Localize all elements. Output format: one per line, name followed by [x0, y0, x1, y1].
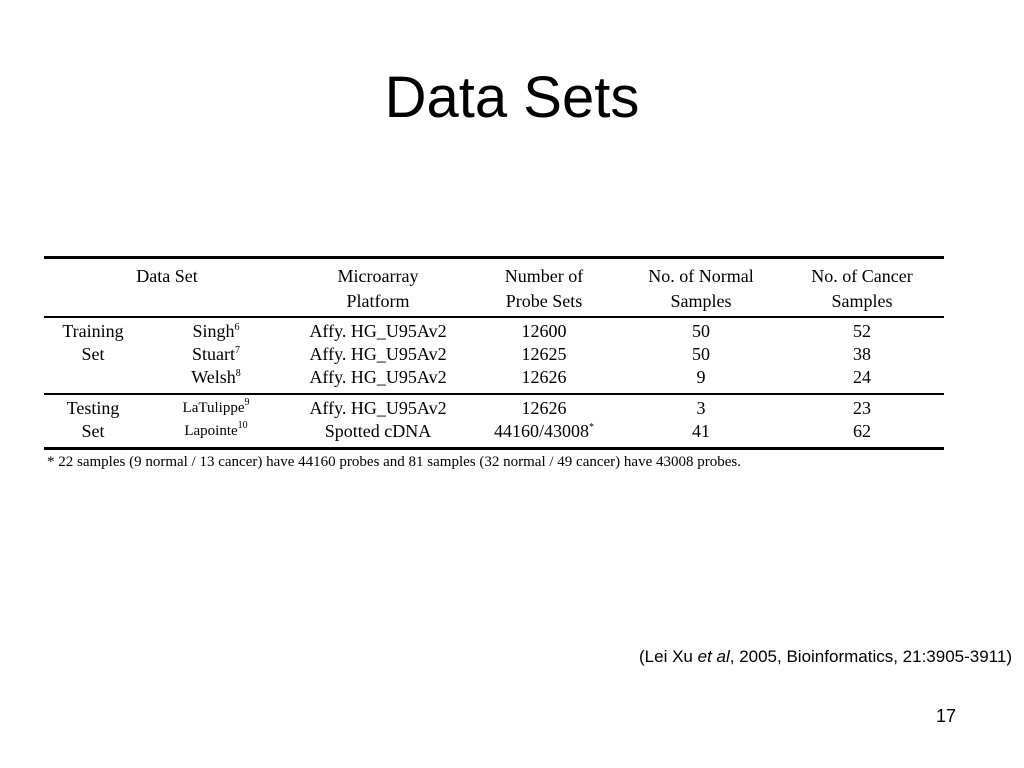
cancer-cell: 23 [853, 398, 872, 418]
cancer-cell: 38 [853, 344, 872, 364]
platform-cell: Affy. HG_U95Av2 [309, 367, 447, 387]
table-footnote: * 22 samples (9 normal / 13 cancer) have 44160 probes and 81 samples (32 normal / 49 cancer) have 43008 probes. [47, 454, 741, 470]
header-platform: Microarray Platform [337, 266, 419, 311]
page-number: 17 [936, 706, 957, 726]
probes-cell: 12625 [521, 344, 567, 364]
normal-cell: 41 [692, 421, 711, 441]
platform-cell: Affy. HG_U95Av2 [309, 344, 447, 364]
normal-cell: 50 [692, 344, 711, 364]
normal-cell: 50 [692, 321, 711, 341]
source-cell: Singh$^6$ [192, 321, 240, 341]
probes-cell: 12600 [521, 321, 567, 341]
table-header-row [44, 258, 944, 318]
header-normal-samples: No. of Normal Samples [648, 266, 754, 311]
platform-cell: Affy. HG_U95Av2 [309, 321, 447, 341]
group-label-training: Training Set [62, 321, 124, 364]
header-probe-sets: Number of Probe Sets [504, 266, 584, 311]
table-row [44, 343, 944, 366]
group-label-testing: Testing Set [66, 398, 120, 441]
source-cell: LaTulippe$^9$ [182, 397, 250, 416]
data-sets-table [44, 256, 944, 471]
normal-cell: 3 [696, 398, 706, 418]
probes-cell: 44160/43008* [494, 421, 595, 441]
cancer-cell: 62 [853, 421, 872, 441]
slide-title: Data Sets [384, 65, 640, 130]
cancer-cell: 52 [853, 321, 872, 341]
table-row [44, 420, 944, 449]
table-row [44, 317, 944, 343]
normal-cell: 9 [696, 367, 706, 387]
table-row [44, 366, 944, 394]
platform-cell: Affy. HG_U95Av2 [309, 398, 447, 418]
table-row [44, 394, 944, 420]
header-data-set: Data Set [136, 266, 198, 286]
citation: (Lei Xu et al, 2005, Bioinformatics, 21:3905-3911) [639, 647, 1012, 666]
source-cell: Lapointe$^{10}$ [184, 420, 248, 439]
probes-cell: 12626 [521, 398, 567, 418]
source-cell: Welsh$^8$ [191, 367, 241, 387]
probes-cell: 12626 [521, 367, 567, 387]
platform-cell: Spotted cDNA [324, 421, 432, 441]
cancer-cell: 24 [853, 367, 872, 387]
header-cancer-samples: No. of Cancer Samples [811, 266, 913, 311]
source-cell: Stuart$^7$ [192, 344, 240, 364]
